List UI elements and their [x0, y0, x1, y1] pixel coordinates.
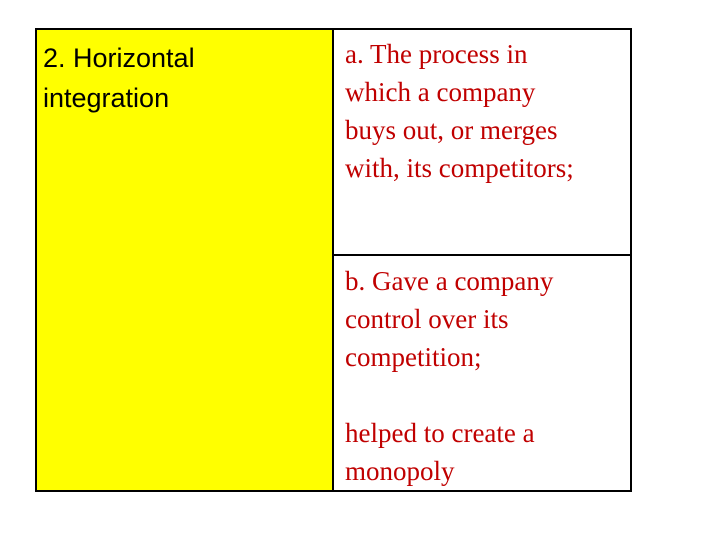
term-label: 2. Horizontal integration: [43, 43, 195, 113]
definition-b-extra-text: helped to create a monopoly: [345, 418, 535, 486]
definition-column: [334, 30, 630, 490]
paragraph-spacer: [345, 376, 620, 414]
vocabulary-table: [35, 28, 632, 492]
definition-cell-b: [334, 256, 630, 490]
definition-a-text: a. The process in which a company buys out, or merges with, its competitors;: [345, 39, 574, 183]
definition-cell-a: [334, 30, 630, 256]
definition-b-text: b. Gave a company control over its competition;: [345, 266, 554, 372]
term-cell: [37, 30, 334, 490]
